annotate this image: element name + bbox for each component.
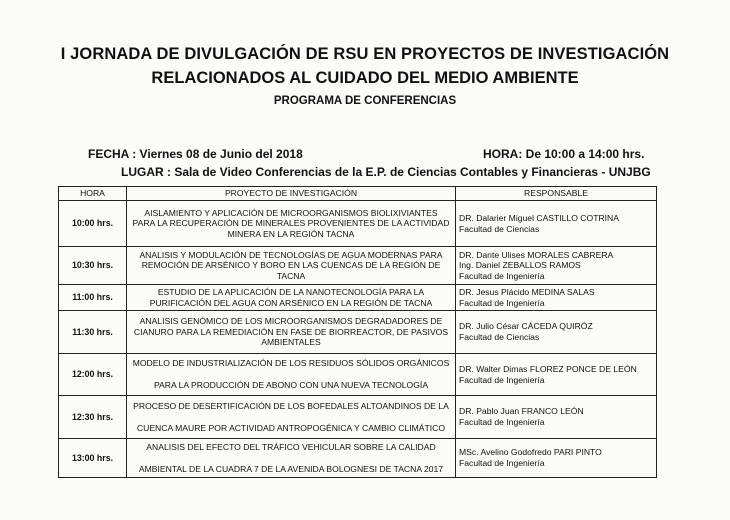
table-row [59, 201, 657, 247]
row-time: 10:00 hrs. [59, 201, 127, 247]
event-time: HORA: De 10:00 a 14:00 hrs. [483, 147, 645, 161]
row-project: ANALISIS GENÓMICO DE LOS MICROORGANISMOS DEGRADADORES DE CIANURO PARA LA REMEDIACIÓN EN FASE DE BIORREACTOR, DE PASIVOS AMBIENTALES [127, 311, 456, 354]
row-responsible: MSc. Avelino Godofredo PARI PINTO Facultad de Ingeniería [456, 439, 657, 478]
row-responsible: DR. Walter Dimas FLOREZ PONCE DE LEÓN Facultad de Ingeniería [456, 354, 657, 396]
table-row [59, 396, 657, 439]
table-header-row [59, 187, 657, 201]
row-time: 11:30 hrs. [59, 311, 127, 354]
row-project: AISLAMIENTO Y APLICACIÓN DE MICROORGANISMOS BIOLIXIVIANTES PARA LA RECUPERACIÓN DE MINERALES PROVENIENTES DE LA ACTIVIDAD MINERA EN LA REGIÓN TACNA [127, 201, 456, 247]
row-responsible: DR. Julio César CÁCEDA QUIRÓZ Facultad de Ciencias [456, 311, 657, 354]
title-line-1: I JORNADA DE DIVULGACIÓN DE RSU EN PROYECTOS DE INVESTIGACIÓN [60, 45, 670, 63]
row-project: ANALISIS Y MODULACIÓN DE TECNOLOGÍAS DE AGUA MODERNAS PARA REMOCIÓN DE ARSÉNICO Y BORO EN LAS CUENCAS DE LA REGIÓN DE TACNA [127, 247, 456, 285]
table-row [59, 311, 657, 354]
row-time: 11:00 hrs. [59, 285, 127, 311]
table-row [59, 439, 657, 478]
row-project: MODELO DE INDUSTRIALIZACIÓN DE LOS RESIDUOS SÓLIDOS ORGÁNICOS PARA LA PRODUCCIÓN DE ABONO CON UNA NUEVA TECNOLOGÍA [127, 354, 456, 396]
row-responsible: DR. Dante Ulises MORALES CABRERA Ing. Daniel ZEBALLOS RAMOS Facultad de Ingeniería [456, 247, 657, 285]
header-proyecto: PROYECTO DE INVESTIGACIÓN [127, 187, 456, 201]
program-table [58, 186, 657, 478]
row-time: 12:30 hrs. [59, 396, 127, 439]
row-responsible: DR. Jesus Plácido MEDINA SALAS Facultad de Ingeniería [456, 285, 657, 311]
title-line-2: RELACIONADOS AL CUIDADO DEL MEDIO AMBIENTE [151, 69, 579, 87]
header-hora: HORA [59, 187, 127, 201]
row-responsible: DR. Dalarier Miguel CASTILLO COTRINA Facultad de Ciencias [456, 201, 657, 247]
event-location: LUGAR : Sala de Video Conferencias de la E.P. de Ciencias Contables y Financieras - UNJBG [121, 165, 651, 179]
row-project: ESTUDIO DE LA APLICACIÓN DE LA NANOTECNOLOGÍA PARA LA PURIFICACIÓN DEL AGUA CON ARSÉNICO EN LA REGIÓN DE TACNA [127, 285, 456, 311]
row-responsible: DR. Pablo Juan FRANCO LEÓN Facultad de Ingeniería [456, 396, 657, 439]
row-time: 12:00 hrs. [59, 354, 127, 396]
event-date: FECHA : Viernes 08 de Junio del 2018 [88, 147, 303, 161]
row-project: ANALISIS DEL EFECTO DEL TRÁFICO VEHICULAR SOBRE LA CALIDAD AMBIENTAL DE LA CUADRA 7 DE LA AVENIDA BOLOGNESI DE TACNA 2017 [127, 439, 456, 478]
table-row [59, 354, 657, 396]
row-time: 13:00 hrs. [59, 439, 127, 478]
row-project: PROCESO DE DESERTIFICACIÓN DE LOS BOFEDALES ALTOANDINOS DE LA CUENCA MAURE POR ACTIVIDAD ANTROPOGÉNICA Y CAMBIO CLIMÁTICO [127, 396, 456, 439]
header-responsable: RESPONSABLE [456, 187, 657, 201]
row-time: 10:30 hrs. [59, 247, 127, 285]
table-row [59, 285, 657, 311]
table-row [59, 247, 657, 285]
subtitle: PROGRAMA DE CONFERENCIAS [273, 95, 457, 107]
